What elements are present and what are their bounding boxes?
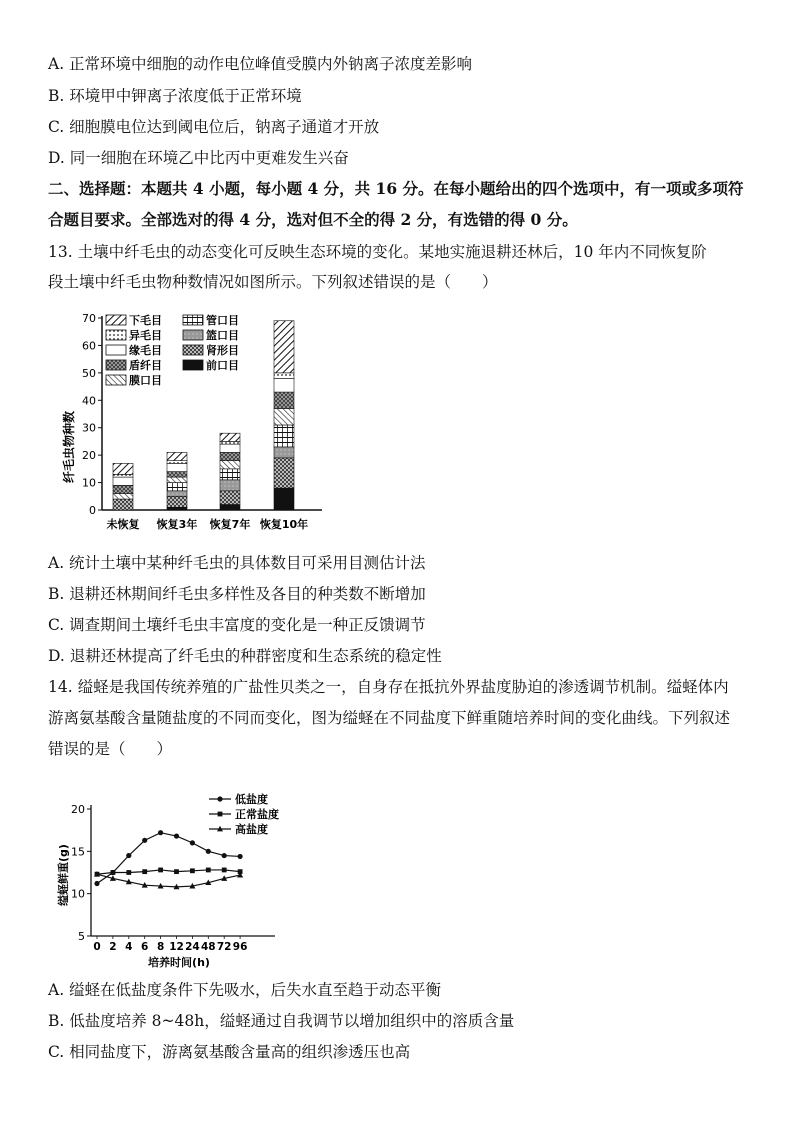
chart1-bar-segment: [113, 463, 133, 474]
chart2-point: [94, 881, 99, 886]
chart1-y-tick-label: 10: [82, 476, 96, 490]
chart1-bar-segment: [113, 485, 133, 493]
chart2-point: [126, 870, 131, 875]
q13-option-c: C. 调查期间土壤纤毛虫丰富度的变化是一种正反馈调节: [48, 616, 426, 634]
chart1-bar-segment: [274, 373, 294, 378]
q13-stem-line2: 段土壤中纤毛虫物种数情况如图所示。下列叙述错误的是（ ）: [48, 273, 498, 291]
chart1-bar-segment: [274, 321, 294, 373]
chart2-x-tick-label: 0: [93, 941, 101, 953]
q13-option-a: A. 统计土壤中某种纤毛虫的具体数目可采用目测估计法: [48, 554, 426, 572]
chart1-bar-segment: [167, 483, 187, 491]
chart2-point: [142, 838, 147, 843]
chart2-point: [142, 869, 147, 874]
chart1-bar-segment: [167, 477, 187, 482]
q13-option-b: B. 退耕还林期间纤毛虫多样性及各目的种类数不断增加: [48, 585, 426, 603]
chart1-y-tick-label: 20: [82, 449, 96, 463]
chart1-bar-segment: [220, 441, 240, 444]
chart1-bar-segment: [274, 409, 294, 425]
chart1-bar-segment: [220, 491, 240, 505]
chart1-bar-segment: [113, 477, 133, 485]
chart1-legend-label: 下毛目: [129, 314, 162, 327]
q14-option-b: B. 低盐度培养 8~48h，缢蛏通过自我调节以增加组织中的溶质含量: [48, 1012, 515, 1030]
chart2-point: [238, 854, 243, 859]
chart1-legend-swatch: [183, 330, 203, 340]
chart2-legend-label: 低盐度: [235, 793, 268, 806]
q12-option-c: C. 细胞膜电位达到阈电位后，钠离子通道才开放: [48, 118, 380, 136]
chart2-legend-label: 正常盐度: [235, 808, 279, 821]
chart1-legend-label: 肾形目: [206, 344, 239, 357]
chart1-bar-segment: [167, 507, 187, 510]
chart2-x-tick-label: 24: [185, 941, 200, 953]
q12-option-b: B. 环境甲中钾离子浓度低于正常环境: [48, 87, 302, 105]
chart1-legend-swatch: [183, 360, 203, 370]
chart1-category-label: 未恢复: [106, 518, 140, 531]
chart2-series-line: [97, 870, 240, 874]
chart1-y-tick-label: 0: [89, 504, 96, 517]
chart1-bar-segment: [220, 469, 240, 480]
chart1-bar-segment: [220, 452, 240, 460]
chart2-x-tick-label: 6: [141, 941, 149, 953]
chart1-bar-segment: [167, 472, 187, 477]
q14-stem-line1: 14. 缢蛏是我国传统养殖的广盐性贝类之一，自身存在抵抗外界盐度胁迫的渗透调节机制。缢蛏体内: [48, 678, 729, 696]
chart2-point: [158, 830, 163, 835]
chart1-y-tick-label: 70: [82, 312, 96, 325]
chart1-bar-segment: [167, 496, 187, 507]
chart1-y-tick-label: 50: [82, 366, 96, 380]
chart2-point: [222, 868, 227, 873]
chart2-x-tick-label: 2: [109, 941, 117, 953]
chart1-legend-label: 篮口目: [206, 329, 239, 342]
chart1-legend-swatch: [106, 330, 126, 340]
chart1-bar-segment: [113, 499, 133, 510]
chart1-y-tick-label: 40: [82, 394, 96, 408]
chart1-legend-swatch: [106, 345, 126, 355]
chart1-y-tick-label: 60: [82, 339, 96, 353]
q13-option-d: D. 退耕还林提高了纤毛虫的种群密度和生态系统的稳定性: [48, 647, 442, 665]
chart1-bar-segment: [220, 444, 240, 452]
chart2-point: [126, 853, 131, 858]
chart1-bar-segment: [274, 458, 294, 488]
section2-heading-line2: 合题目要求。全部选对的得 4 分，选对但不全的得 2 分，有选错的得 0 分。: [48, 210, 578, 229]
chart2-y-tick-label: 20: [71, 803, 85, 816]
chart1-legend-label: 前口目: [206, 359, 239, 372]
chart1-bar-segment: [167, 452, 187, 460]
chart1-category-label: 恢复10年: [259, 518, 309, 531]
chart2-xlabel: 培养时间(h): [148, 956, 210, 969]
chart1-legend-swatch: [106, 315, 126, 325]
chart2-y-tick-label: 15: [71, 845, 85, 859]
chart1-category-label: 恢复3年: [156, 518, 198, 531]
chart2-x-tick-label: 8: [156, 941, 165, 953]
chart2-point: [218, 812, 223, 817]
q14-option-c: C. 相同盐度下，游离氨基酸含量高的组织渗透压也高: [48, 1043, 411, 1061]
chart2-point: [217, 796, 222, 801]
chart2-point: [190, 868, 195, 873]
chart1-legend-swatch: [183, 345, 203, 355]
chart1-bar-segment: [220, 480, 240, 491]
chart1-ylabel: 纤毛虫物种数: [62, 410, 76, 484]
chart1-legend-swatch: [106, 375, 126, 385]
section2-heading-line1: 二、选择题：本题共 4 小题，每小题 4 分，共 16 分。在每小题给出的四个选项中，有一项或多项符: [48, 179, 744, 198]
chart2-ylabel: 缢蛏鲜重(g): [57, 844, 70, 906]
chart2-point: [174, 833, 179, 838]
chart1-bar-segment: [220, 433, 240, 441]
chart2-legend-label: 高盐度: [235, 823, 268, 836]
chart2-series-line: [97, 874, 240, 887]
chart2-x-tick-label: 4: [125, 941, 133, 953]
chart1-bar-segment: [220, 505, 240, 510]
chart2-x-tick-label: 48: [200, 941, 216, 953]
chart1-bar-segment: [167, 463, 187, 471]
q14-option-a: A. 缢蛏在低盐度条件下先吸水，后失水直至趋于动态平衡: [48, 981, 442, 999]
chart2-point: [222, 853, 227, 858]
chart1-y-tick-label: 30: [82, 421, 96, 435]
chart2-point: [206, 849, 211, 854]
chart1-legend-swatch: [106, 360, 126, 370]
chart1-legend-label: 缘毛目: [129, 344, 162, 357]
chart1-bar-segment: [113, 494, 133, 499]
chart1-bar-segment: [113, 474, 133, 477]
chart2-series-line: [97, 833, 240, 884]
q12-option-d: D. 同一细胞在环境乙中比丙中更难发生兴奋: [48, 149, 349, 167]
q14-stem-line3: 错误的是（ ）: [48, 740, 173, 758]
chart1-legend-label: 盾纤目: [129, 359, 162, 372]
chart1-bar-segment: [167, 491, 187, 496]
chart1-bar-segment: [274, 378, 294, 392]
chart1-category-label: 恢复7年: [209, 518, 251, 531]
q12-option-a: A. 正常环境中细胞的动作电位峰值受膜内外钠离子浓度差影响: [48, 55, 473, 73]
fresh-weight-chart: [55, 783, 310, 973]
chart1-legend-label: 膜口目: [129, 374, 162, 387]
q14-stem-line2: 游离氨基酸含量随盐度的不同而变化，图为缢蛏在不同盐度下鲜重随培养时间的变化曲线。下列叙述: [48, 709, 731, 727]
ciliate-species-chart: [60, 305, 332, 537]
chart2-x-tick-label: 12: [169, 941, 184, 953]
chart2-x-tick-label: 96: [232, 941, 248, 953]
chart2-y-tick-label: 10: [71, 887, 85, 901]
chart2-point: [174, 869, 179, 874]
chart2-point: [190, 840, 195, 845]
chart2-point: [111, 870, 116, 875]
chart2-point: [158, 868, 163, 873]
chart1-bar-segment: [274, 447, 294, 458]
chart1-legend-label: 管口目: [206, 314, 239, 327]
chart1-bar-segment: [220, 461, 240, 469]
q13-stem-line1: 13. 土壤中纤毛虫的动态变化可反映生态环境的变化。某地实施退耕还林后，10 年内不同恢复阶: [48, 243, 707, 261]
chart1-legend-label: 异毛目: [129, 329, 162, 342]
chart1-bar-segment: [274, 425, 294, 447]
chart1-bar-segment: [167, 461, 187, 464]
chart2-x-tick-label: 72: [216, 941, 232, 953]
chart1-bar-segment: [274, 392, 294, 408]
chart1-legend-swatch: [183, 315, 203, 325]
chart1-bar-segment: [274, 488, 294, 510]
chart2-y-tick-label: 5: [78, 930, 85, 943]
chart2-point: [206, 868, 211, 873]
